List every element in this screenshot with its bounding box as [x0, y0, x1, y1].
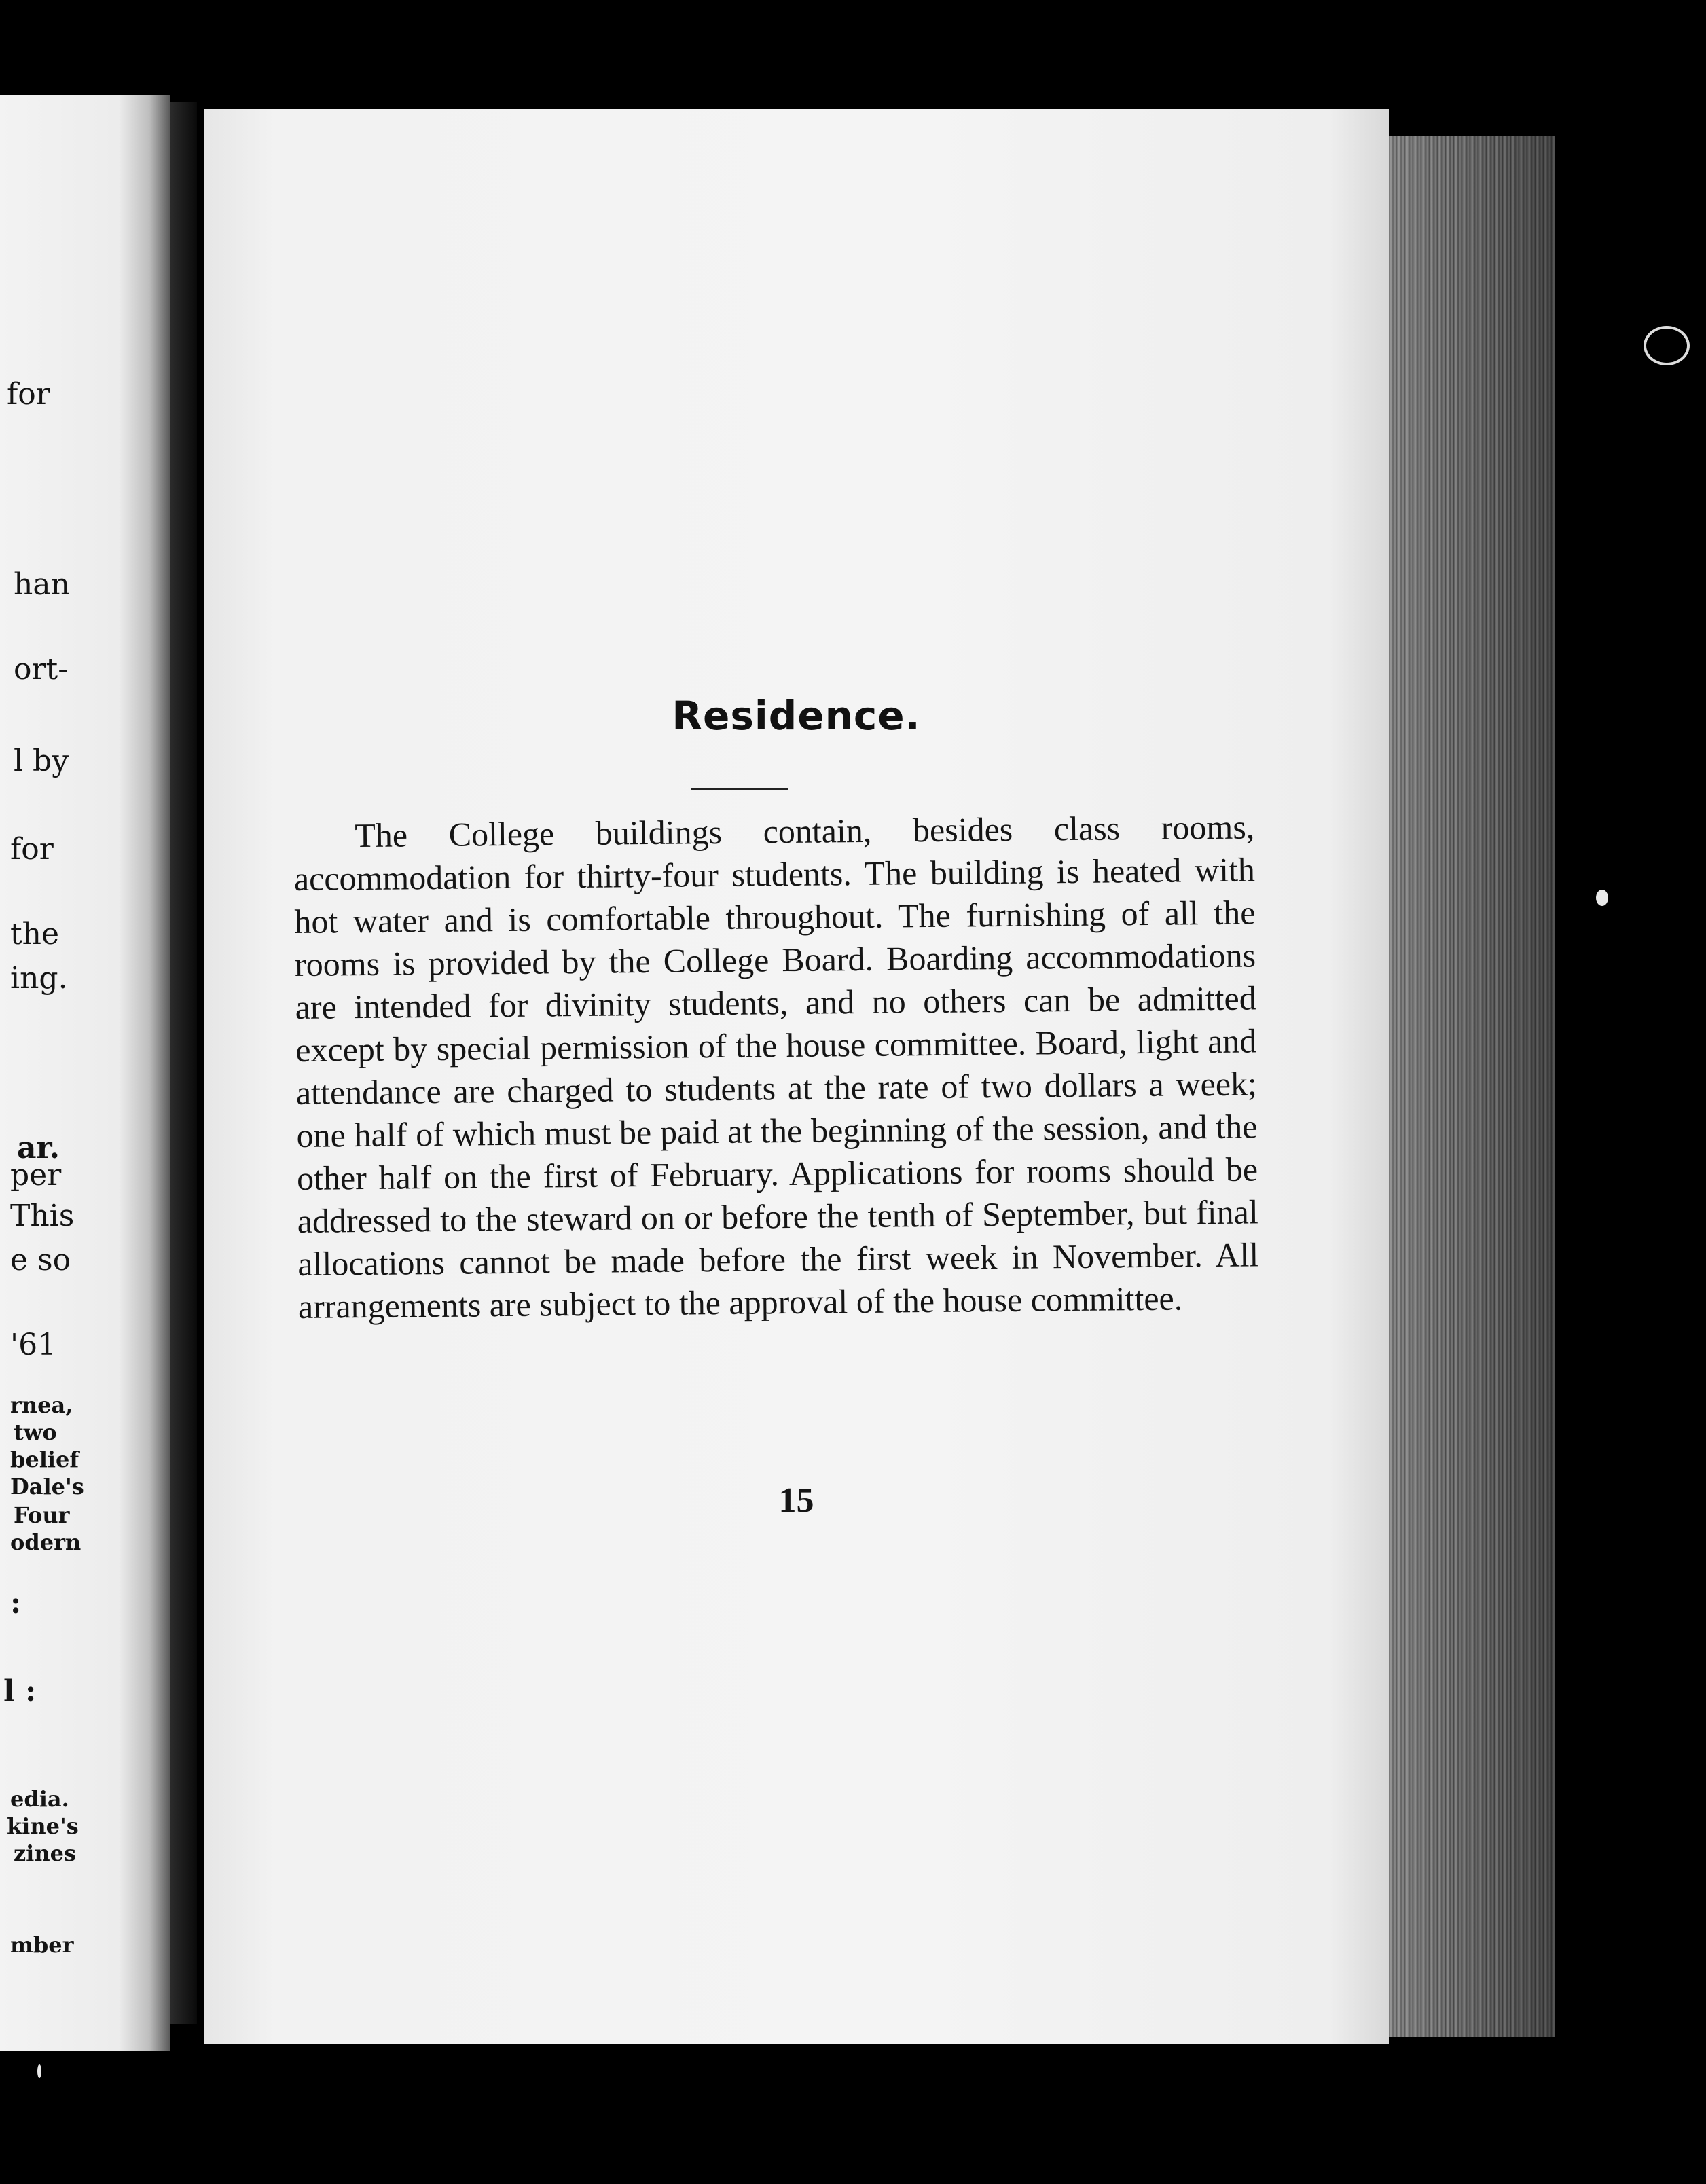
scan-speck — [37, 2064, 41, 2078]
left-page-fragment: : — [10, 1586, 22, 1620]
left-page-fragment: '61 — [10, 1328, 57, 1362]
left-page-fragment: per — [10, 1158, 62, 1193]
left-page-fragment: Four — [14, 1502, 70, 1528]
left-page-fragment: two — [14, 1419, 57, 1445]
left-page-fragment: belief — [10, 1446, 79, 1472]
previous-page-edge — [0, 95, 170, 2051]
body-paragraph: The College buildings contain, besides class rooms, accommodation for thirty-four students. The building is heated with hot water and is comfortable throughout. The furnishing of all the rooms is provided by the College Board. Boarding accommodations are intended for divinity students, and no others can be admitted except by special permission of the house committee. Board, light and attendance are charged to students at the rate of two dollars a week; one half of which must be paid at the beginning of the session, and the other half on the first of February. Applications for rooms should be addressed to the steward on or before the tenth of September, but final allocations cannot be made before the first week in November. All arrangements are subject to the approval of the house committee. — [293, 807, 1259, 1326]
left-page-fragment: han — [14, 567, 70, 602]
left-page-fragment: rnea, — [10, 1392, 73, 1418]
page-number: 15 — [778, 1481, 814, 1520]
left-page-fragment: ing. — [10, 961, 68, 996]
scan-speck — [1644, 326, 1690, 365]
left-page-fragment: odern — [10, 1529, 81, 1555]
left-page-fragment: zines — [14, 1840, 76, 1866]
bleed-through-decoration — [272, 448, 1358, 512]
left-page-fragment: e so — [10, 1243, 71, 1277]
left-page-fragment: l by — [14, 744, 69, 778]
left-page-fragment: for — [7, 377, 50, 412]
page-title: Residence. — [672, 693, 921, 739]
left-page-fragment: ort- — [14, 652, 69, 687]
left-page-fragment: kine's — [7, 1813, 79, 1839]
book-edge-shading — [1389, 136, 1555, 2037]
book-gutter — [170, 102, 197, 2024]
left-page-fragment: edia. — [10, 1786, 69, 1812]
left-page-fragment: the — [10, 917, 60, 951]
book-page — [204, 109, 1389, 2044]
scan-speck — [1596, 890, 1608, 906]
left-page-fragment: mber — [10, 1932, 74, 1958]
left-page-fragment: This — [10, 1199, 75, 1233]
left-page-fragment: l : — [3, 1674, 37, 1709]
left-page-fragment: ar. — [17, 1131, 60, 1165]
left-page-fragment: for — [10, 832, 54, 867]
left-page-fragment: Dale's — [10, 1474, 84, 1499]
title-underline — [691, 788, 788, 790]
